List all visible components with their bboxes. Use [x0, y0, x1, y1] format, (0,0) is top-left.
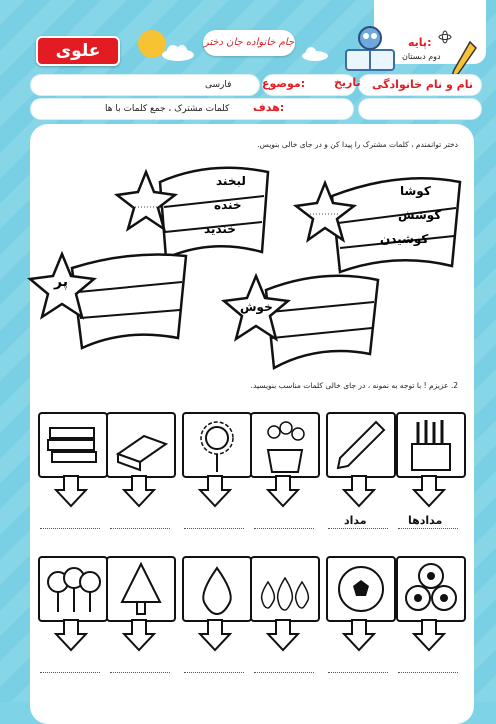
grade-value: دوم دبستان [402, 52, 441, 61]
sample-answer-1: مدادها [408, 514, 443, 527]
site-logo: جام خانواده جان دختر [203, 30, 295, 56]
star1-word-1: کوشا [400, 184, 431, 198]
star4-word: خوش [240, 300, 273, 314]
grade-label: پایه: [408, 36, 432, 49]
star2-word-2: خنده [214, 198, 242, 212]
goal-value: کلمات مشترک ، جمع کلمات با ها [105, 104, 230, 114]
answer-line[interactable] [184, 672, 244, 673]
star1-word-2: کوشش [398, 208, 442, 222]
date-label: تاریخ [334, 76, 361, 89]
answer-line[interactable] [328, 672, 388, 673]
star3-word: پر [54, 274, 68, 290]
answer-line[interactable] [110, 672, 170, 673]
goal-label: هدف: [253, 101, 285, 114]
subject-value: فارسی [205, 80, 232, 90]
answer-line[interactable] [398, 672, 458, 673]
star2-word-1: لبخند [216, 174, 246, 188]
star1-word-3: کوشیدن [380, 232, 429, 246]
answer-line[interactable] [40, 672, 100, 673]
sample-answer-2: مداد [344, 514, 367, 527]
name-label: نام و نام خانوادگی [372, 78, 473, 91]
brand-logo: علوی [36, 36, 120, 66]
section2-instruction: 2. عزیزم ! با توجه به نمونه ، در جای خالی کلمات مناسب بنویسید. [250, 381, 458, 390]
subject-label: موضوع: [262, 77, 306, 90]
section1-instruction: دختر توانمندم ، کلمات مشترک را پیدا کن و در جای خالی بنویس. [257, 140, 458, 149]
answer-line[interactable] [254, 672, 314, 673]
star2-word-3: خندید [204, 222, 236, 236]
